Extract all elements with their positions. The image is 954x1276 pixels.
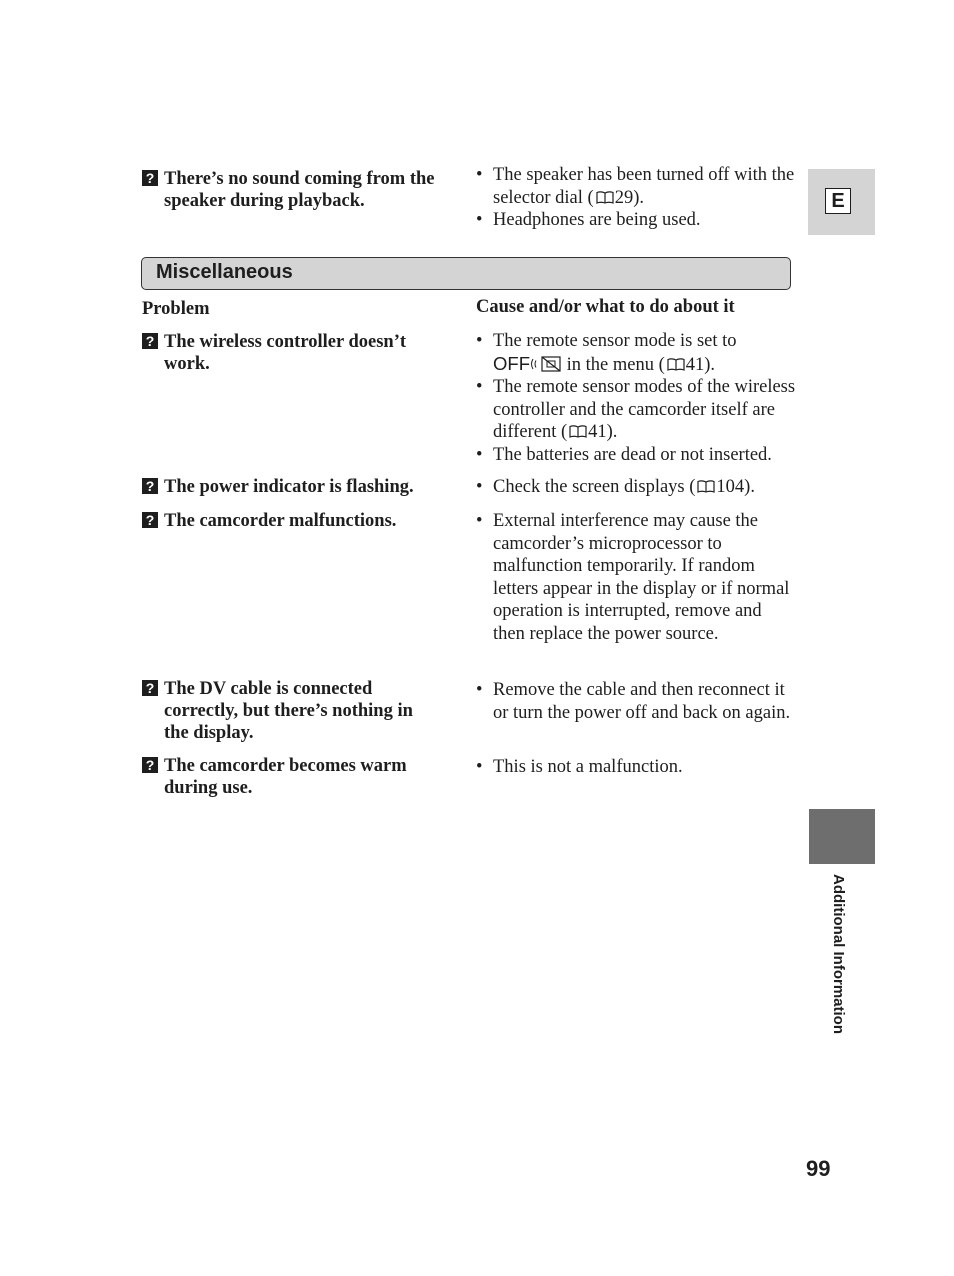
book-icon [596,191,614,204]
problem-text: The power indicator is flashing. [164,477,414,497]
problem-item [142,755,442,799]
problem-text: The wireless controller doesn’t work. [164,332,407,374]
cause-list [476,164,796,232]
cause-list [476,756,796,779]
column-header-problem: Problem [142,299,210,319]
question-mark-icon: ? [142,757,158,773]
problem-text: The DV cable is connected correctly, but there’s nothing in the display. [164,679,413,743]
section-tab-label: Additional Information [830,874,847,1034]
cause-item: • Headphones are being used. [476,210,701,230]
question-mark-icon: ? [142,170,158,186]
section-title: Miscellaneous [156,261,293,283]
cause-item: • This is not a malfunction. [476,757,683,777]
problem-text: The camcorder malfunctions. [164,511,397,531]
problem-item [142,168,442,212]
language-tab [808,169,875,235]
mode-off-label: OFF [493,352,530,374]
cause-item: • The remote sensor modes of the wireless controller and the camcorder itself are different ( 41). [476,377,796,442]
book-icon [697,480,715,493]
cause-item: • The batteries are dead or not inserted. [476,444,772,465]
problem-text: There’s no sound coming from the speaker during playback. [164,169,435,211]
problem-item [142,331,442,375]
book-icon [667,358,685,371]
language-tab-label: E [825,188,851,214]
cause-item: • External interference may cause the camcorder’s microprocessor to malfunction temporarily. If random letters appear in the display or if normal operation is interrupted, remove and then replace the power source. [476,511,790,644]
cause-list [476,330,796,466]
cause-item: • The speaker has been turned off with the selector dial ( 29). [476,165,795,208]
problem-item [142,476,442,498]
cause-list [476,476,796,499]
question-mark-icon: ? [142,512,158,528]
remote-sensor-icon [530,356,562,372]
problem-item [142,510,442,532]
cause-item: • Check the screen displays ( 104). [476,477,755,497]
cause-list [476,510,796,645]
cause-item: • The remote sensor mode is set to OFF in the menu ( 41). [476,331,737,375]
question-mark-icon: ? [142,680,158,696]
cause-list [476,679,796,724]
section-header [141,257,791,290]
section-tab [809,809,875,864]
question-mark-icon: ? [142,333,158,349]
question-mark-icon: ? [142,478,158,494]
page-number: 99 [806,1156,831,1181]
problem-item [142,678,442,744]
book-icon [569,425,587,438]
column-header-cause: Cause and/or what to do about it [476,297,735,317]
cause-item: • Remove the cable and then reconnect it or turn the power off and back on again. [476,680,791,723]
problem-text: The camcorder becomes warm during use. [164,756,407,798]
